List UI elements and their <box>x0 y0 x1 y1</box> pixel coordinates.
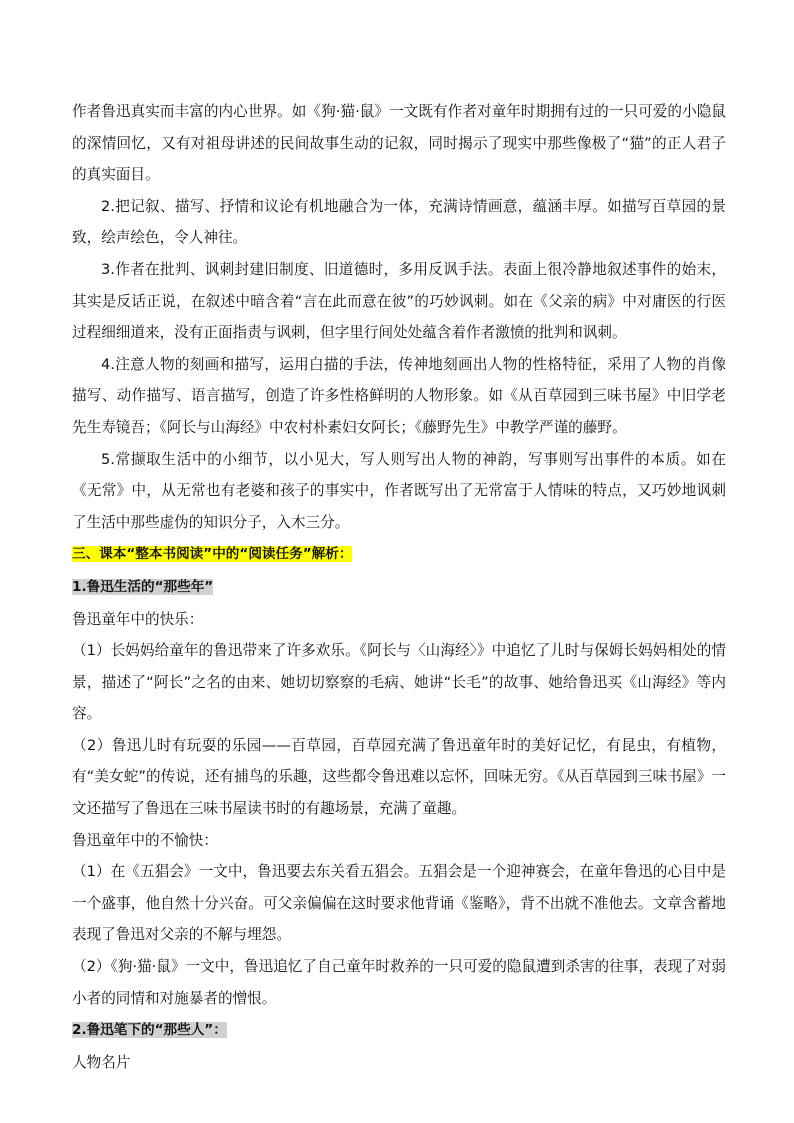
task-1-heading <box>72 571 726 604</box>
paragraph-point-4: 4.注意人物的刻画和描写，运用白描的手法，传神地刻画出人物的性格特征，采用了人物的肖像描写、动作描写、语言描写，创造了许多性格鲜明的人物形象。如《从百草园到三味书屋》中旧学老先生寿镜吾；《阿长与山海经》中农村朴素妇女阿长；《藤野先生》中教学严谨的藤野。 <box>72 355 726 436</box>
paragraph-point-2: 2.把记叙、描写、抒情和议论有机地融合为一体，充满诗情画意，蕴涵丰厚。如描写百草园的景致，绘声绘色，令人神往。 <box>72 197 726 247</box>
unhappy-item-1: （1）在《五猖会》一文中，鲁迅要去东关看五猖会。五猖会是一个迎神赛会，在童年鲁迅的心目中是一个盛事，他自然十分兴奋。可父亲偏偏在这时要求他背诵《鉴略》，背不出就不准他去。文章含蓄地表现了鲁迅对父亲的不解与埋怨。 <box>72 863 726 944</box>
document-page <box>72 96 726 1078</box>
character-card-label: 人物名片 <box>72 1053 131 1071</box>
joy-item-2: （2）鲁迅儿时有玩耍的乐园——百草园，百草园充满了鲁迅童年时的美好记忆，有昆虫，有植物，有“美女蛇”的传说，还有捕鸟的乐趣，这些都令鲁迅难以忘怀，回味无穷。《从百草园到三味书屋》一文还描写了鲁迅在三味书屋读书时的有趣场景，充满了童趣。 <box>72 736 726 818</box>
unhappy-item-2: （2）《狗·猫·鼠》一文中，鲁迅追忆了自己童年时救养的一只可爱的隐鼠遭到杀害的往事，表现了对弱小者的同情和对施暴者的憎恨。 <box>72 958 726 1007</box>
section-3-title: 三、课本“整本书阅读”中的“阅读任务”解析： <box>72 546 353 563</box>
task-2-heading <box>72 1014 726 1047</box>
unhappy-label: 鲁迅童年中的不愉快： <box>72 831 218 849</box>
paragraph-point-5: 5.常撷取生活中的小细节，以小见大，写人则写出人物的神韵，写事则写出事件的本质。如在《无常》中，从无常也有老婆和孩子的事实中，作者既写出了无常富于人情味的特点，又巧妙地讽刺了生活中那些虚伪的知识分子，入木三分。 <box>72 450 726 531</box>
joy-label: 鲁迅童年中的快乐： <box>72 610 204 628</box>
task-2-title: 2.鲁迅笔下的“那些人”： <box>72 1022 227 1039</box>
paragraph-point-3: 3.作者在批判、讽刺封建旧制度、旧道德时，多用反讽手法。表面上很冷静地叙述事件的始末，其实是反话正说，在叙述中暗含着“言在此而意在彼”的巧妙讽刺。如在《父亲的病》中对庸医的行医过程细细道来，没有正面指责与讽刺，但字里行间处处蕴含着作者激愤的批判和讽刺。 <box>72 260 726 342</box>
paragraph-intro-tail: 作者鲁迅真实而丰富的内心世界。如《狗·猫·鼠》一文既有作者对童年时期拥有过的一只可爱的小隐鼠的深情回忆，又有对祖母讲述的民间故事生动的记叙，同时揭示了现实中那些像极了“猫”的正人君子的真实面目。 <box>72 103 726 184</box>
task-1-title: 1.鲁迅生活的“那些年” <box>72 578 214 595</box>
joy-item-1: （1）长妈妈给童年的鲁迅带来了许多欢乐。《阿长与〈山海经〉》中追忆了儿时与保姆长妈妈相处的情景，描述了“阿长”之名的由来、她切切察察的毛病、她讲“长毛”的故事、她给鲁迅买《山海经》等内容。 <box>72 642 726 723</box>
section-3-heading <box>72 538 726 571</box>
